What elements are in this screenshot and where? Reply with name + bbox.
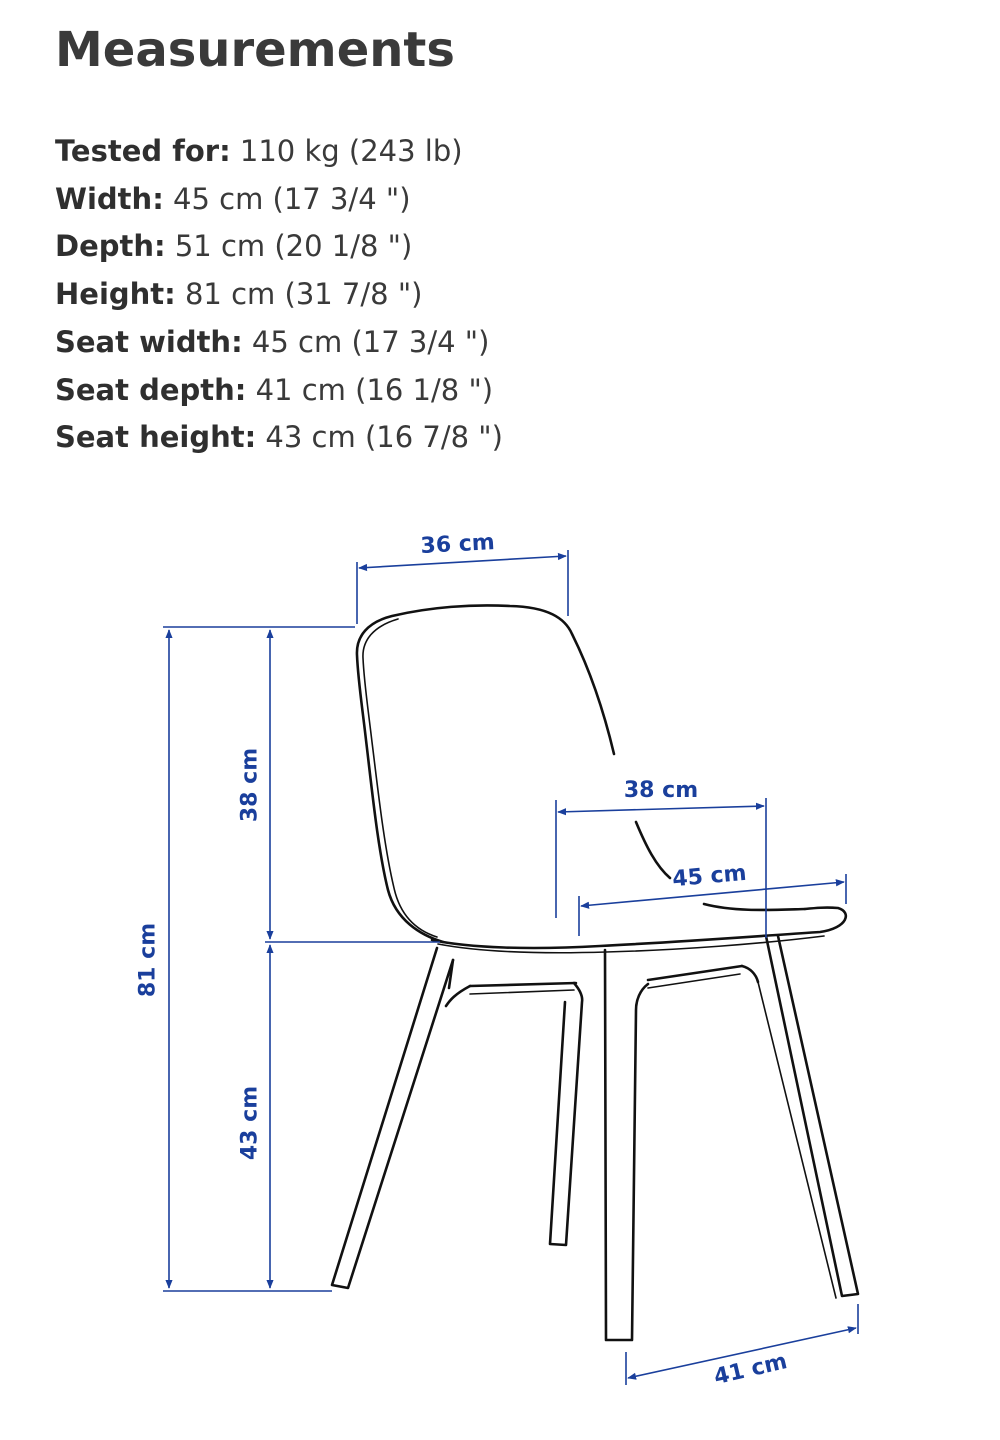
seat-width-label: 45 cm — [671, 860, 748, 893]
spec-value: 43 cm (16 7/8 ") — [265, 420, 503, 455]
spec-value: 51 cm (20 1/8 ") — [174, 229, 413, 264]
seat-outline — [432, 908, 846, 948]
seat-depth-arrow — [558, 806, 764, 812]
backrest-width-label: 36 cm — [419, 530, 496, 559]
spec-label: Seat width: — [55, 324, 243, 359]
spec-value: 45 cm (17 3/4 ") — [173, 181, 411, 216]
backrest-height-label: 38 cm — [237, 747, 263, 823]
spec-label: Width: — [55, 181, 164, 216]
seat-depth-label: 38 cm — [623, 778, 699, 803]
dimension-labels — [136, 530, 790, 1390]
back-left-leg — [550, 983, 582, 1245]
spec-value: 41 cm (16 1/8 ") — [255, 372, 494, 407]
front-middle-leg — [605, 950, 648, 1340]
chair-illustration — [332, 605, 858, 1340]
spec-label: Height: — [55, 277, 176, 312]
spec-label: Seat depth: — [55, 372, 247, 407]
spec-value: 81 cm (31 7/8 ") — [184, 277, 423, 312]
right-rail-bottom — [648, 974, 740, 988]
right-rail-end — [742, 966, 758, 982]
spec-label: Tested for: — [55, 134, 231, 168]
spec-value: 45 cm (17 3/4 ") — [251, 324, 490, 359]
backrest-inner-edge — [363, 619, 437, 937]
backrest-lower-curve — [636, 822, 670, 878]
seat-rear-edge — [704, 904, 805, 910]
left-rail-top — [470, 983, 576, 986]
spec-label: Depth: — [55, 229, 166, 264]
dimension-lines — [163, 550, 858, 1385]
left-rail-bottom — [470, 990, 574, 994]
spec-value: 110 kg (243 lb) — [239, 134, 463, 168]
page-title: Measurements — [55, 22, 455, 78]
backrest-width-arrow — [359, 556, 566, 568]
front-left-leg — [332, 948, 453, 1288]
back-right-leg — [766, 936, 858, 1296]
total-height-label: 81 cm — [135, 922, 161, 998]
seat-height-label: 43 cm — [237, 1085, 263, 1161]
spec-label: Seat height: — [55, 420, 257, 455]
leg-depth-label: 41 cm — [711, 1349, 790, 1391]
right-rail-top — [648, 966, 742, 980]
